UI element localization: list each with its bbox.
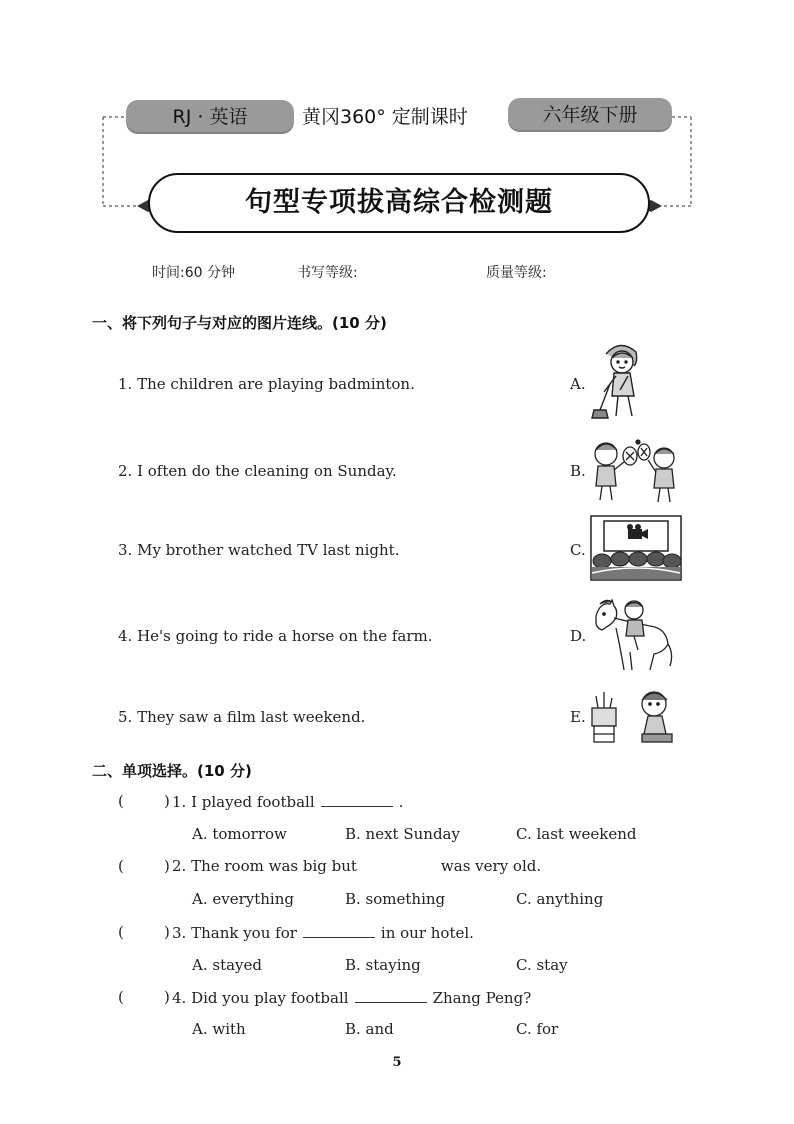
choice-option[interactable]: A. everything	[192, 890, 294, 908]
question-row	[0, 792, 794, 812]
quality-grade-label: 质量等级:	[486, 265, 547, 281]
answer-paren-right: )	[164, 857, 170, 875]
question-row	[0, 923, 794, 943]
answer-blank[interactable]	[303, 923, 375, 938]
answer-blank[interactable]	[355, 988, 427, 1003]
choice-option[interactable]: A. stayed	[192, 956, 262, 974]
choice-option[interactable]: C. for	[516, 1020, 559, 1038]
answer-paren-left: (	[118, 792, 124, 810]
option-letter: C.	[570, 541, 586, 559]
choice-option[interactable]: A. with	[192, 1020, 246, 1038]
choice-option[interactable]: B. staying	[345, 956, 421, 974]
match-sentence: 5. They saw a film last weekend.	[118, 708, 366, 726]
question-text: 2. The room was big but was very old.	[172, 857, 542, 875]
question-row	[0, 988, 794, 1008]
time-label: 时间:60 分钟	[152, 265, 235, 281]
question-text: 1. I played football .	[172, 793, 404, 811]
cinema-audience-icon	[590, 515, 682, 581]
answer-paren-left: (	[118, 923, 124, 941]
choice-option[interactable]: C. stay	[516, 956, 568, 974]
option-letter: B.	[570, 462, 586, 480]
answer-blank[interactable]	[321, 792, 393, 807]
match-sentence: 3. My brother watched TV last night.	[118, 541, 400, 559]
two-kids-badminton-icon	[590, 438, 682, 504]
question-row	[0, 857, 794, 877]
girl-sweeping-icon	[590, 340, 650, 422]
writing-grade-label: 书写等级:	[297, 265, 358, 281]
match-sentence: 4. He's going to ride a horse on the farm.	[118, 627, 433, 645]
section2-title: 二、单项选择。(10 分)	[92, 762, 252, 780]
choice-option[interactable]: A. tomorrow	[192, 825, 287, 843]
grade-pill: 六年级下册	[508, 98, 672, 132]
section1-title: 一、将下列句子与对应的图片连线。(10 分)	[92, 314, 387, 332]
boy-watching-tv-icon	[590, 686, 680, 744]
option-letter: D.	[570, 627, 587, 645]
boy-riding-horse-icon	[590, 596, 674, 672]
answer-paren-left: (	[118, 988, 124, 1006]
answer-paren-right: )	[164, 923, 170, 941]
answer-paren-left: (	[118, 857, 124, 875]
match-sentence: 1. The children are playing badminton.	[118, 375, 415, 393]
subject-pill: RJ · 英语	[126, 100, 294, 134]
series-title: 黄冈360° 定制课时	[302, 106, 468, 128]
option-letter: E.	[570, 708, 586, 726]
choice-option[interactable]: B. and	[345, 1020, 394, 1038]
option-letter: A.	[570, 375, 586, 393]
match-sentence: 2. I often do the cleaning on Sunday.	[118, 462, 397, 480]
answer-paren-right: )	[164, 792, 170, 810]
page-title: 句型专项拔高综合检测题	[148, 173, 650, 233]
answer-paren-right: )	[164, 988, 170, 1006]
choice-option[interactable]: B. something	[345, 890, 446, 908]
choice-option[interactable]: C. anything	[516, 890, 604, 908]
choice-option[interactable]: B. next Sunday	[345, 825, 460, 843]
question-text: 3. Thank you for in our hotel.	[172, 924, 474, 942]
page-number: 5	[392, 1055, 402, 1070]
question-text: 4. Did you play football Zhang Peng?	[172, 989, 532, 1007]
choice-option[interactable]: C. last weekend	[516, 825, 637, 843]
